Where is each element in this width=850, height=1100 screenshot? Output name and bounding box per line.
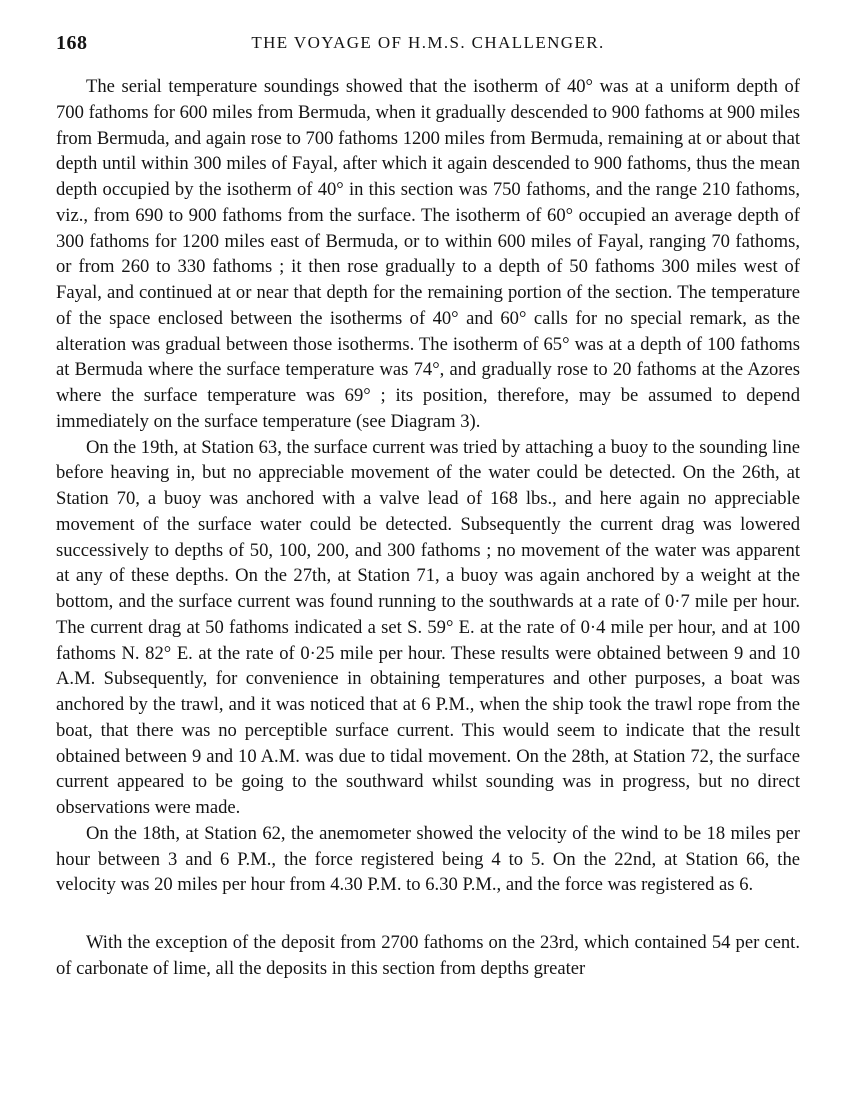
paragraph-isotherms: The serial temperature soundings showed that the isotherm of 40° was at a uniform depth of 700 fathoms for 600 miles from Bermuda, when it gradually descended to 900 fathoms at 900 miles from Bermuda, and again rose to 700 fathoms 1200 miles from Bermuda, remaining at or about that depth until within 300 miles of Fayal, after which it again descended to 900 fathoms, thus the mean depth occupied by the isotherm of 40° in this section was 750 fathoms, and the range 210 fathoms, viz., from 690 to 900 fathoms from the surface. The isotherm of 60° occupied an average depth of 300 fathoms for 1200 miles east of Bermuda, or to within 600 miles of Fayal, ranging 70 fathoms, or from 260 to 330 fathoms ; it then rose gradually to a depth of 50 fathoms 300 miles west of Fayal, and continued at or near that depth for the remaining portion of the section. The temperature of the space enclosed between the isotherms of 40° and 60° calls for no special remark, as the alteration was gradual between those isotherms. The isotherm of 65° was at a depth of 100 fathoms at Bermuda where the surface temperature was 74°, and gradually rose to 20 fathoms at the Azores where the surface temperature was 69° ; its position, therefore, may be assumed to depend immediately on the surface temperature (see Diagram 3).	[56, 76, 800, 432]
page-number: 168	[56, 32, 88, 54]
page-header	[56, 30, 800, 60]
running-head: THE VOYAGE OF H.M.S. CHALLENGER.	[251, 33, 605, 52]
paragraph-wind-velocity: On the 18th, at Station 62, the anemometer showed the velocity of the wind to be 18 miles per hour between 3 and 6 P.M., the force registered being 4 to 5. On the 22nd, at Station 66, the velocity was 20 miles per hour from 4.30 P.M. to 6.30 P.M., and the force was registered as 6.	[56, 822, 800, 896]
paragraph-deposits: With the exception of the deposit from 2700 fathoms on the 23rd, which contained 54 per cent. of carbonate of lime, all the deposits in this section from depths greater	[56, 932, 800, 979]
document-page	[56, 30, 800, 1090]
text-body	[56, 74, 800, 982]
paragraph-surface-current: On the 19th, at Station 63, the surface current was tried by attaching a buoy to the sounding line before heaving in, but no appreciable movement of the water could be detected. On the 26th, at Station 70, a buoy was anchored with a valve lead of 168 lbs., and here again no appreciable movement of the surface water could be detected. Subsequently the current drag was lowered successively to depths of 50, 100, 200, and 300 fathoms ; no movement of the water was apparent at any of these depths. On the 27th, at Station 71, a buoy was again anchored by a weight at the bottom, and the surface current was found running to the southwards at a rate of 0·7 mile per hour. The current drag at 50 fathoms indicated a set S. 59° E. at the rate of 0·4 mile per hour, and at 100 fathoms N. 82° E. at the rate of 0·25 mile per hour. These results were obtained between 9 and 10 A.M. Subsequently, for convenience in obtaining temperatures and other purposes, a boat was anchored by the trawl, and it was noticed that at 6 P.M., when the ship took the trawl rope from the boat, that there was no perceptible surface current. This would seem to indicate that the result obtained between 9 and 10 A.M. was due to tidal movement. On the 28th, at Station 72, the surface current appeared to be going to the southward whilst sounding was in progress, but no direct observations were made.	[56, 436, 800, 818]
